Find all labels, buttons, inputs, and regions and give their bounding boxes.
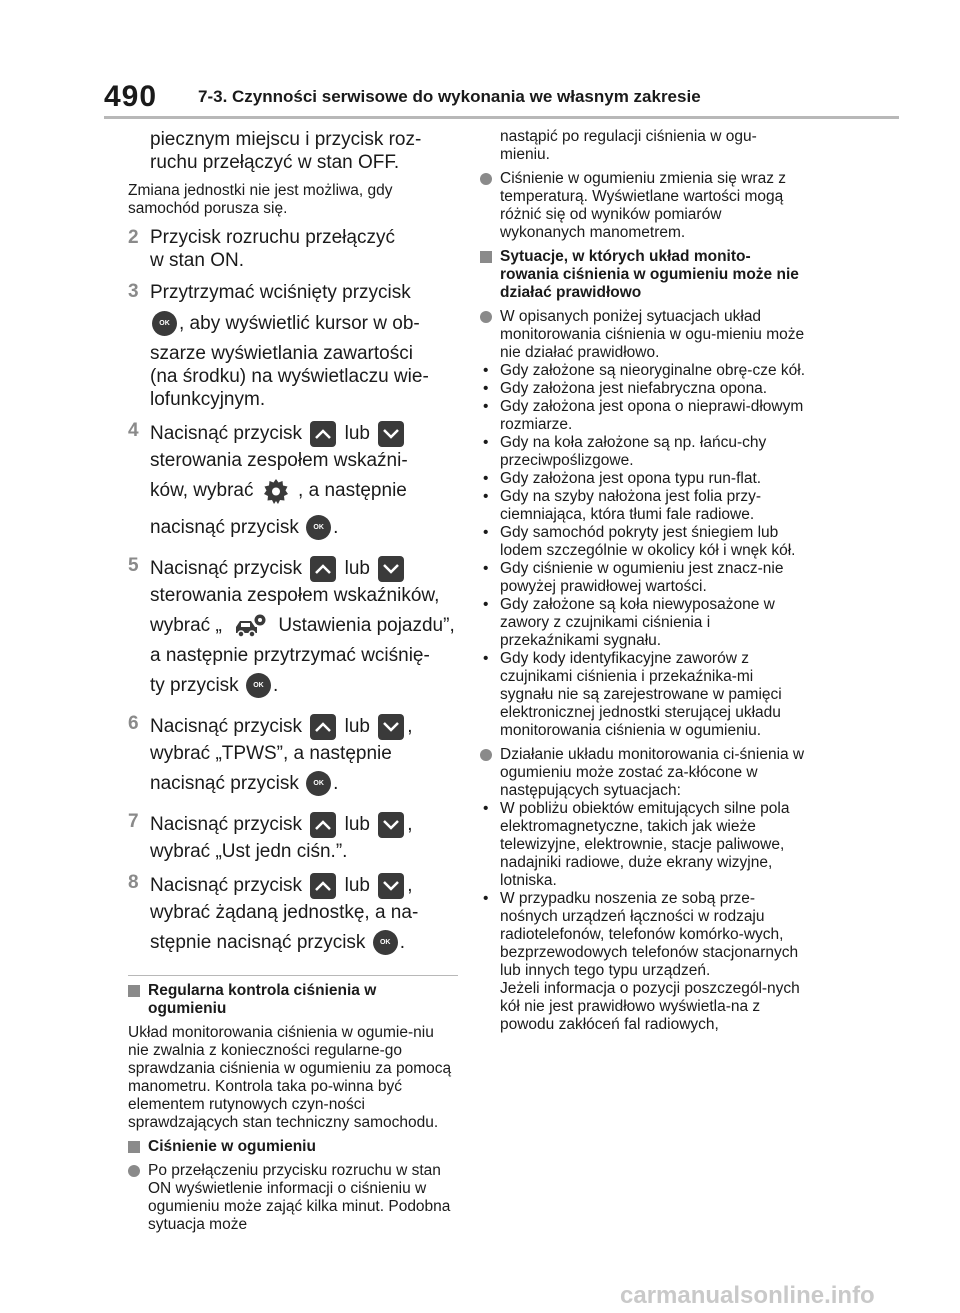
list-item: • W przypadku noszenia ze sobą prze-nośnych urządzeń łączności w rodzaju radiotelefonów, telefonów komórko-wych, bezprzewodowych telefonów stacjonarnych lub innych tego typu urządzeń. [480,890,805,980]
down-arrow-icon [378,421,404,447]
step-5: 5 Nacisnąć przycisk lub sterowania zespołem wskaźników, wybrać „ Ustawienia pojazdu”, a następnie przytrzymać wciśnię- ty przycisk OK . [128,554,458,704]
interference-intro: Działanie układu monitorowania ci-śnienia w ogumieniu może zostać za-kłócone w następujących sytuacjach: [480,746,805,800]
section-divider [128,975,458,976]
step-3: 3 Przytrzymać wciśnięty przycisk OK , aby wyświetlić kursor w ob- szarze wyświetlania zawartości (na środku) na wyświetlaczu wie- lofunkcyjnym. [128,281,429,410]
left-column [128,128,458,1234]
right-column [480,128,805,1034]
down-arrow-icon [378,812,404,838]
interference-tail: Jeżeli informacja o pozycji poszczegól-nych kół nie jest prawidłowo wyświetla-na z powodu zakłóceń fal radiowych, [500,980,800,1033]
up-arrow-icon [310,812,336,838]
up-arrow-icon [310,421,336,447]
list-item: • Gdy na szyby nałożona jest folia przy-ciemniająca, która tłumi fale radiowe. [480,488,805,524]
up-arrow-icon [310,714,336,740]
up-arrow-icon [310,873,336,899]
temperature-item: Ciśnienie w ogumieniu zmienia się wraz z temperaturą. Wyświetlane wartości mogą różnić się od wyników pomiarów wykonanych manometrem. [480,170,805,242]
step-8: 8 Nacisnąć przycisk lub , wybrać żądaną jednostkę, a na- stępnie nacisnąć przycisk OK . [128,871,458,961]
step-6: 6 Nacisnąć przycisk lub , wybrać „TPWS”, a następnie nacisnąć przycisk OK . [128,712,458,802]
step-2: 2 Przycisk rozruchu przełączyć w stan ON. [128,227,395,271]
tire-pressure-item: Po przełączeniu przycisku rozruchu w stan ON wyświetlenie informacji o ciśnieniu w ogumieniu może zająć kilka minut. Podobna sytuacja może [128,1162,458,1234]
header-rule [104,116,899,119]
step-7: 7 Nacisnąć przycisk lub , wybrać „Ust jedn ciśn.”. [128,811,413,862]
list-item: • Gdy samochód pokryty jest śniegiem lub lodem szczególnie w okolicy kół i wnęk kół. [480,524,805,560]
interference-list [480,800,805,980]
unit-note: Zmiana jednostki nie jest możliwa, gdy samochód porusza się. [128,182,393,217]
list-item: • Gdy założone są nieoryginalne obrę-cze kół. [480,362,805,380]
situations-heading: Sytuacje, w których układ monito-rowania ciśnienia w ogumieniu może nie działać prawidłowo [480,248,805,302]
watermark: carmanualsonline.info [620,1282,875,1309]
down-arrow-icon [378,873,404,899]
tire-pressure-heading: Ciśnienie w ogumieniu [128,1138,458,1156]
vehicle-settings-icon [233,613,267,639]
continued-text: nastąpić po regulacji ciśnienia w ogu-mieniu. [500,128,757,163]
page-number: 490 [104,80,158,113]
ok-button-icon: OK [306,771,331,796]
ok-button-icon: OK [152,311,177,336]
ok-button-icon: OK [246,673,271,698]
list-item: • Gdy założone są koła niewyposażone w zawory z czujnikami ciśnienia i przekaźnikami sygnału. [480,596,805,650]
continued-text: piecznym miejscu i przycisk roz- ruchu przełączyć w stan OFF. [150,129,422,173]
list-item: • W pobliżu obiektów emitujących silne pola elektromagnetyczne, takich jak wieże telewizyjne, elektrownie, stacje paliwowe, nadajniki radiowe, duże ekrany wizyjne, lotniska. [480,800,805,890]
list-item: • Gdy ciśnienie w ogumieniu jest znacz-nie powyżej prawidłowej wartości. [480,560,805,596]
down-arrow-icon [378,556,404,582]
list-item: • Gdy kody identyfikacyjne zaworów z czujnikami ciśnienia i przekaźnika-mi sygnału nie są zarejestrowane w pamięci elektronicznej jednostki sterującej układu monitorowania ciśnienia w ogumieniu. [480,650,805,740]
list-item: • Gdy na koła założone są np. łańcu-chy przeciwpoślizgowe. [480,434,805,470]
regular-check-text: Układ monitorowania ciśnienia w ogumie-niu nie zwalnia z konieczności regularne-go sprawdzania ciśnienia w ogumieniu za pomocą manometru. Kontrola taka po-winna być elementem rutynowych czyn-ności sprawdzających stan techniczny samochodu. [128,1024,452,1131]
situations-intro: W opisanych poniżej sytuacjach układ monitorowania ciśnienia w ogu-mieniu może nie działać prawidłowo. [480,308,805,362]
list-item: • Gdy założona jest niefabryczna opona. [480,380,805,398]
section-title: 7-3. Czynności serwisowe do wykonania we własnym zakresie [198,87,701,106]
down-arrow-icon [378,714,404,740]
situations-list [480,362,805,740]
step-4: 4 Nacisnąć przycisk lub sterowania zespołem wskaźni- ków, wybrać , a następnie nacisnąć przycisk OK . [128,419,458,546]
gear-icon [262,477,290,505]
list-item: • Gdy założona jest opona typu run-flat. [480,470,805,488]
up-arrow-icon [310,556,336,582]
list-item: • Gdy założona jest opona o nieprawi-dłowym rozmiarze. [480,398,805,434]
regular-check-heading: Regularna kontrola ciśnienia w ogumieniu [128,982,458,1018]
ok-button-icon: OK [306,515,331,540]
ok-button-icon: OK [373,930,398,955]
